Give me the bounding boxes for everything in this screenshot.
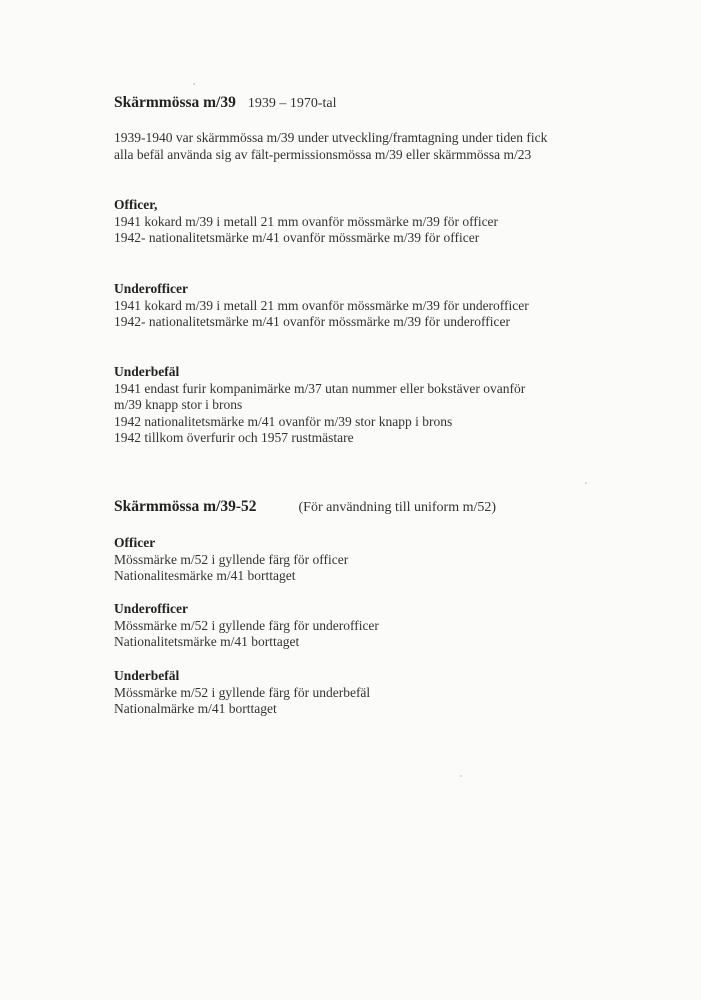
underbefal-line: 1942 tillkom överfurir och 1957 rustmästare xyxy=(114,430,354,446)
section1-underbefal-block xyxy=(114,364,525,447)
section1-years: 1939 – 1970-tal xyxy=(247,96,337,111)
intro-line: alla befäl använda sig av fält-permissionsmössa m/39 eller skärmmössa m/23 xyxy=(114,146,532,162)
underofficer-line: Mössmärke m/52 i gyllende färg för underofficer xyxy=(114,617,379,633)
scan-speck xyxy=(460,775,462,777)
officer-line: Nationalitesmärke m/41 borttaget xyxy=(114,568,296,584)
section2-officer-block xyxy=(114,535,348,585)
section2-title: Skärmmössa m/39-52 xyxy=(114,498,257,515)
officer-heading: Officer, xyxy=(114,197,158,212)
scan-speck xyxy=(585,482,587,484)
section2-underbefal-block xyxy=(114,668,370,718)
underofficer-heading: Underofficer xyxy=(114,281,188,296)
officer-line: 1941 kokard m/39 i metall 21 mm ovanför mössmärke m/39 för officer xyxy=(114,213,499,229)
underofficer-line: Nationalitetsmärke m/41 borttaget xyxy=(114,634,300,650)
section1-officer-block xyxy=(114,197,498,247)
section2-note: (För användning till uniform m/52) xyxy=(298,500,497,515)
section1-title: Skärmmössa m/39 xyxy=(114,94,236,111)
underbefal-line: m/39 knapp stor i brons xyxy=(114,397,243,413)
section2-heading xyxy=(114,498,496,516)
underbefal-line: 1941 endast furir kompanimärke m/37 utan nummer eller bokstäver ovanför xyxy=(114,380,526,396)
section1-underofficer-block xyxy=(114,281,529,331)
officer-line: 1942- nationalitetsmärke m/41 ovanför mössmärke m/39 för officer xyxy=(114,230,480,246)
section2-underofficer-block xyxy=(114,601,379,651)
underbefal-line: 1942 nationalitetsmärke m/41 ovanför m/39 stor knapp i brons xyxy=(114,413,453,429)
scan-speck xyxy=(193,83,195,85)
underbefal-line: Nationalmärke m/41 borttaget xyxy=(114,701,277,717)
underofficer-line: 1941 kokard m/39 i metall 21 mm ovanför mössmärke m/39 för underofficer xyxy=(114,297,529,313)
officer-heading: Officer xyxy=(114,535,156,550)
section1-intro xyxy=(114,130,547,163)
underbefal-line: Mössmärke m/52 i gyllende färg för underbefäl xyxy=(114,684,371,700)
underofficer-heading: Underofficer xyxy=(114,601,188,616)
underofficer-line: 1942- nationalitetsmärke m/41 ovanför mössmärke m/39 för underofficer xyxy=(114,314,511,330)
officer-line: Mössmärke m/52 i gyllende färg för officer xyxy=(114,551,349,567)
section1-heading xyxy=(114,94,337,112)
underbefal-heading: Underbefäl xyxy=(114,668,180,683)
intro-line: 1939-1940 var skärmmössa m/39 under utveckling/framtagning under tiden fick xyxy=(114,130,548,145)
underbefal-heading: Underbefäl xyxy=(114,364,180,379)
